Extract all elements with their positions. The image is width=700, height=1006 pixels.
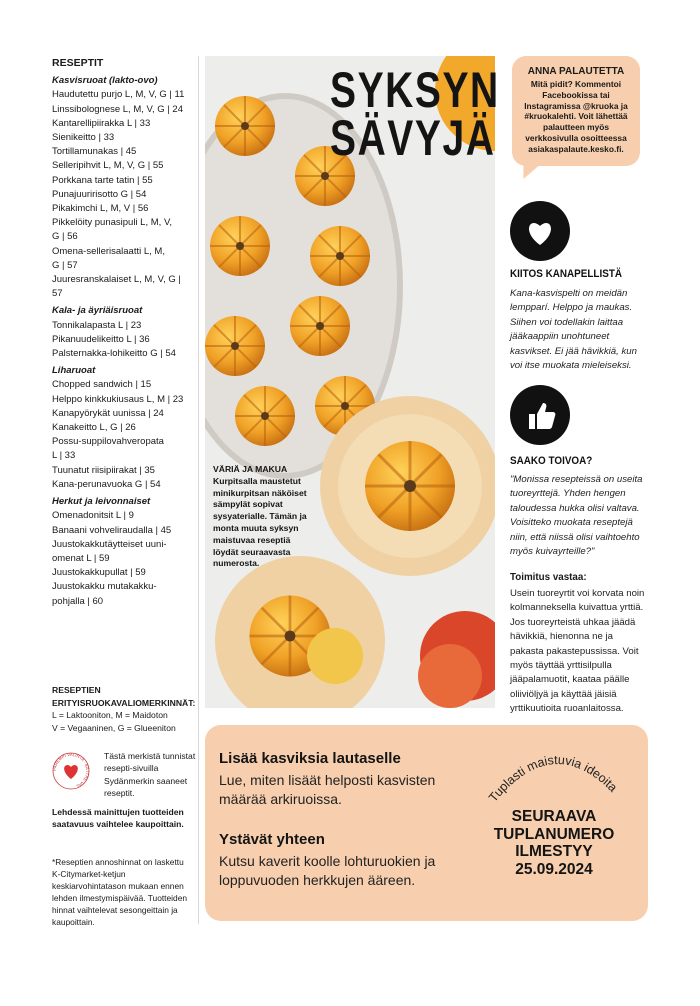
- question-title: SAAKO TOIVOA?: [510, 455, 593, 467]
- recipe-item: Juustokakkupullat | 59: [52, 567, 146, 579]
- teaser-2-title: Ystävät yhteen: [219, 831, 325, 848]
- teaser-1-body: Lue, miten lisäät helposti kasvisten määrää arkiruoissa.: [219, 772, 436, 807]
- feedback-title: ANNA PALAUTETTA: [527, 66, 625, 77]
- recipe-item: Selleripihvit L, M, V, G | 55: [52, 160, 164, 172]
- teaser-1-title: Lisää kasviksia lautaselle: [219, 750, 401, 767]
- hero-caption: [213, 464, 313, 570]
- recipe-category-title: Kasvisruoat (lakto-ovo): [52, 75, 158, 87]
- reply-title: Toimitus vastaa:: [510, 572, 587, 583]
- recipe-item: G | 56: [52, 231, 78, 243]
- next-issue-date: [486, 808, 622, 878]
- recipe-item: Banaani vohveliraudalla | 45: [52, 524, 172, 536]
- recipe-item: Pikkelöity punasipuli L, M, V,: [52, 217, 173, 229]
- recipe-index: [52, 56, 194, 609]
- recipe-item: Tortillamunakas | 45: [52, 146, 137, 158]
- recipe-item: Pikakimchi L, M, V | 56: [52, 203, 149, 215]
- hero-title: [330, 62, 500, 166]
- recipe-category-title: Herkut ja leivonnaiset: [52, 496, 151, 508]
- arc-tagline-text: Tuplasti maistuvia ideoita: [486, 752, 620, 805]
- recipe-item: Porkkana tarte tatin | 55: [52, 174, 153, 186]
- recipe-item: Kana-perunavuoka G | 54: [52, 478, 161, 490]
- seal-description: Tästä merkistä tunnistat resepti-sivuilla Sydänmerkin saaneet reseptit.: [104, 751, 196, 798]
- reply-body: Usein tuoreyrtit voi korvata noin kolmanneksella kuivattua yrttiä. Jos tuoreyrteistä uhkaa jäädä hävikkiä, hienonna ne ja pakasta pakastepussissa. Voit myös täyttää yrttisilpulla jääpalamuotit, kaatаа päälle oliiviöljyä ja käyttää jäisiä yrttikuutioita ruoanlaitossa.: [510, 588, 645, 715]
- recipe-item: Possu-suppilovahveropata: [52, 436, 164, 448]
- recipe-item: Omenadonitsit L | 9: [52, 510, 134, 522]
- seal-ring-text: PAREMPI VALINTA · BÄTTRE VAL ·: [52, 751, 90, 790]
- feedback-bubble: [512, 56, 640, 166]
- recipe-item: Juuresranskalaiset L, M, V, G | 57: [52, 274, 181, 300]
- recipe-item: Juustokakkutäytteiset uuni-: [52, 538, 167, 550]
- price-note: *Reseptien annoshinnat on laskettu K-Citymarket-ketjun keskiarvohintatason mukaan ennen lehden ilmestymispäivää. Tuotteiden hinnat vaihtelevat sesongeittain ja kaupoittain.: [52, 857, 188, 927]
- hero-title-line: SÄVYJÄ: [330, 110, 496, 166]
- arc-tagline: [482, 734, 632, 814]
- recipe-item: omenat L | 59: [52, 552, 110, 564]
- thanks-title: KIITOS KANAPELLISTÄ: [510, 268, 623, 280]
- recipe-item: Omena-sellerisalaatti L, M,: [52, 245, 165, 257]
- recipe-item: Kantarellipiirakka L | 33: [52, 117, 151, 129]
- recipe-item: Punajuuririsotto G | 54: [52, 188, 147, 200]
- recipe-item: Juustokakku mutakakku-: [52, 581, 157, 593]
- next-issue-line: SEURAAVA: [511, 808, 597, 825]
- teaser-2-body: Kutsu kaverit koolle lohturuokien ja loppuvuoden herkkujen ääreen.: [219, 853, 436, 888]
- svg-text:Tuplasti maistuvia ideoita: [486, 753, 620, 805]
- diet-legend-line: L = Laktooniton, M = Maidoton: [52, 710, 168, 720]
- next-issue-line: TUPLANUMERO: [493, 825, 615, 843]
- recipe-item: Haudutettu purjo L, M, V, G | 11: [52, 89, 185, 101]
- recipe-item: Kanapyörykät uunissa | 24: [52, 407, 164, 419]
- recipe-item: Chopped sandwich | 15: [52, 379, 152, 391]
- hero-caption-title: VÄRIÄ JA MAKUA: [213, 464, 288, 474]
- recipe-category-list: [52, 74, 194, 609]
- heart-symbol-seal-icon: [52, 750, 90, 792]
- recipe-item: Palsternakka-lohikeitto G | 54: [52, 348, 176, 360]
- diet-legend-line: V = Vegaaninen, G = Glueeniton: [52, 722, 176, 733]
- next-issue-line: 25.09.2024: [515, 860, 593, 878]
- thanks-body: Kana-kasvispelti on meidän lempparí. Helppo ja maukas. Siihen voi todellakin laittaa jääkaappiin unohtuneet kasvikset. Ei jää hävikkiä, kun voi itse muokata mieleiseksi.: [510, 288, 637, 372]
- recipe-item: pohjalla | 60: [52, 595, 104, 607]
- hero-caption-body: Kurpitsalla maustetut minikurpitsan näköiset sämpylät sopivat sysyaterialle. Tämän ja monta muuta syksyn maistuvaa reseptiä löydät seuraavasta numerosta.: [213, 475, 307, 569]
- recipe-item: Pikanuudelikeitto L | 36: [52, 333, 150, 345]
- diet-legend-title: RESEPTIEN ERITYISRUOKAVALIOMERKINNÄT:: [52, 685, 196, 708]
- heart-icon: [510, 201, 570, 261]
- thumbs-up-icon: [510, 385, 570, 445]
- column-divider: [198, 56, 199, 924]
- recipe-item: Sienikeitto | 33: [52, 132, 115, 144]
- hero-title-line: SYKSYN: [330, 62, 500, 118]
- recipe-category-title: Kala- ja äyriäisruoat: [52, 305, 143, 317]
- recipe-item: L | 33: [52, 450, 76, 462]
- recipe-item: Linssibolognese L, M, V, G | 24: [52, 103, 183, 115]
- recipe-item: Kanakeitto L, G | 26: [52, 422, 136, 434]
- availability-note: Lehdessä mainittujen tuotteiden saatavuus vaihtelee kaupoittain.: [52, 807, 184, 830]
- recipe-item: Tuunatut riisipiirakat | 35: [52, 464, 155, 476]
- recipe-category-title: Liharuoat: [52, 365, 96, 377]
- recipe-item: G | 57: [52, 259, 78, 271]
- feedback-body: Mitä pidit? Kommentoi Facebookissa tai Instagramissa @kruoka ja #kruokalehti. Voit lähettää palautteen myös verkkosivulla osoitteessa asiakaspalaute.kesko.fi.: [524, 79, 628, 154]
- recipe-item: Tonnikalapasta L | 23: [52, 319, 142, 331]
- diet-legend: [52, 684, 194, 734]
- question-body: "Monissa resepteissä on useita tuoreyrttejä. Yhden hengen taloudessa hukka olisi valtava. Voisitteko muokata reseptejä niin, että niissä olisi vaihtoehto myös kuivayrteille?": [510, 474, 643, 558]
- recipe-item: Helppo kinkkukiusaus L, M | 23: [52, 393, 184, 405]
- recipe-index-heading: RESEPTIT: [52, 57, 104, 69]
- next-issue-line: ILMESTYY: [515, 843, 593, 860]
